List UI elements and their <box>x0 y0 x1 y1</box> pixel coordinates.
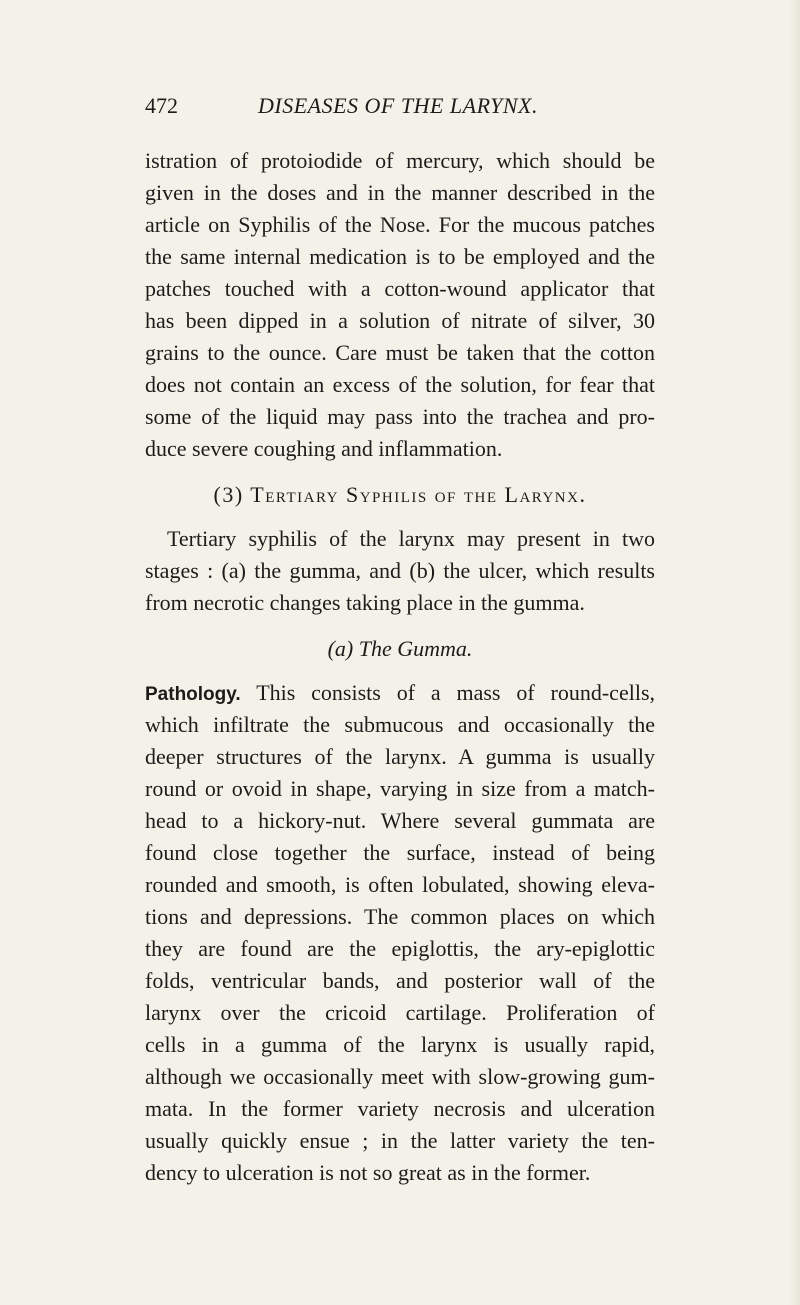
text-line: deeper structures of the larynx. A gumma is usually <box>145 744 655 769</box>
text-line: from necrotic changes taking place in the gumma. <box>145 590 585 615</box>
text-line: the same internal medication is to be employed and the <box>145 244 655 269</box>
text-line: article on Syphilis of the Nose. For the mucous patches <box>145 212 655 237</box>
page-header <box>145 93 655 123</box>
text-line: Tertiary syphilis of the larynx may present in two <box>167 526 655 551</box>
text-line: mata. In the former variety necrosis and ulceration <box>145 1096 655 1121</box>
text-line: tions and depressions. The common places on which <box>145 904 655 929</box>
subheading: (a) The Gumma. <box>327 636 473 661</box>
text-line: head to a hickory-nut. Where several gummata are <box>145 808 655 833</box>
text-line: usually quickly ensue ; in the latter variety the ten- <box>145 1128 655 1153</box>
runin-heading: Pathology. <box>145 684 241 705</box>
body-text <box>145 145 655 1189</box>
text-line: larynx over the cricoid cartilage. Proliferation of <box>145 1000 655 1025</box>
text-line: does not contain an excess of the solution, for fear that <box>145 372 655 397</box>
text-line: istration of protoiodide of mercury, which should be <box>145 148 655 173</box>
text-line: grains to the ounce. Care must be taken that the cotton <box>145 340 655 365</box>
text-line: which infiltrate the submucous and occasionally the <box>145 712 655 737</box>
text-line: stages : (a) the gumma, and (b) the ulcer, which results <box>145 558 655 583</box>
paragraph-pathology <box>145 677 655 1189</box>
text-line: they are found are the epiglottis, the ary-epiglottic <box>145 936 655 961</box>
text-line: duce severe coughing and inflammation. <box>145 436 503 461</box>
text-line-rest: This consists of a mass of round-cells, <box>256 680 656 705</box>
text-line: has been dipped in a solution of nitrate of silver, 30 <box>145 308 655 333</box>
section-heading: (3) Tertiary Syphilis of the Larynx. <box>213 482 587 507</box>
paragraph-tertiary-stages <box>145 523 655 619</box>
page-edge-shadow <box>790 0 800 1305</box>
running-head: DISEASES OF THE LARYNX. <box>258 93 538 118</box>
page-number: 472 <box>145 93 178 118</box>
text-line: folds, ventricular bands, and posterior wall of the <box>145 968 655 993</box>
paragraph-mercury-treatment <box>145 145 655 465</box>
text-line: dency to ulceration is not so great as in the former. <box>145 1160 591 1185</box>
text-line: found close together the surface, instead of being <box>145 840 655 865</box>
text-line-runin <box>145 677 655 709</box>
text-line: rounded and smooth, is often lobulated, showing eleva- <box>145 872 655 897</box>
text-line: patches touched with a cotton-wound applicator that <box>145 276 655 301</box>
text-line: cells in a gumma of the larynx is usually rapid, <box>145 1032 655 1057</box>
text-line: given in the doses and in the manner described in the <box>145 180 655 205</box>
text-line: some of the liquid may pass into the trachea and pro- <box>145 404 655 429</box>
text-line: although we occasionally meet with slow-growing gum- <box>145 1064 655 1089</box>
text-line: round or ovoid in shape, varying in size from a match- <box>145 776 655 801</box>
